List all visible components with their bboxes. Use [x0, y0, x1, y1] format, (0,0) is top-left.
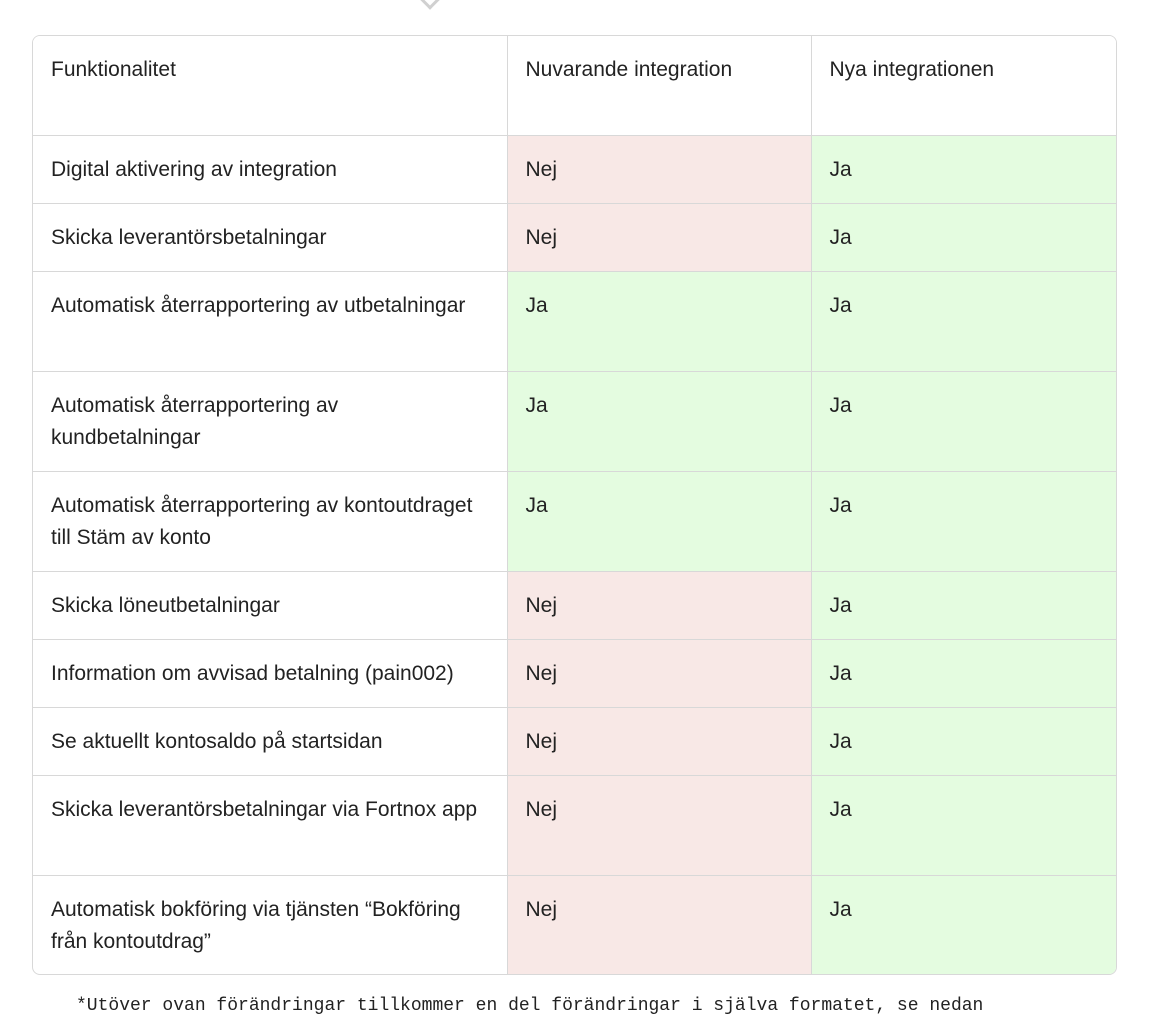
new-status-cell: Ja: [811, 203, 1116, 271]
table-row: [33, 875, 1116, 974]
feature-cell: Automatisk återrapportering av kundbetalningar: [33, 371, 507, 471]
feature-cell: Automatisk återrapportering av utbetalningar: [33, 271, 507, 371]
new-status-cell: Ja: [811, 775, 1116, 875]
feature-cell: Automatisk återrapportering av kontoutdraget till Stäm av konto: [33, 471, 507, 571]
new-status-cell: Ja: [811, 135, 1116, 203]
current-status-cell: Ja: [507, 471, 811, 571]
header-current-integration: Nuvarande integration: [507, 36, 811, 135]
feature-cell: Se aktuellt kontosaldo på startsidan: [33, 707, 507, 775]
current-status-cell: Nej: [507, 203, 811, 271]
header-new-integration: Nya integrationen: [811, 36, 1116, 135]
new-status-cell: Ja: [811, 707, 1116, 775]
current-status-cell: Nej: [507, 135, 811, 203]
new-status-cell: Ja: [811, 571, 1116, 639]
new-status-cell: Ja: [811, 875, 1116, 974]
new-status-cell: Ja: [811, 639, 1116, 707]
table-row: [33, 707, 1116, 775]
current-status-cell: Ja: [507, 371, 811, 471]
footnote: *Utöver ovan förändringar tillkommer en del förändringar i själva formatet, se nedan: [76, 996, 984, 1016]
table-row: [33, 471, 1116, 571]
feature-cell: Skicka leverantörsbetalningar: [33, 203, 507, 271]
table-row: [33, 203, 1116, 271]
feature-cell: Information om avvisad betalning (pain002): [33, 639, 507, 707]
new-status-cell: Ja: [811, 471, 1116, 571]
table-row: [33, 639, 1116, 707]
table-row: [33, 571, 1116, 639]
table-row: [33, 775, 1116, 875]
header-feature: Funktionalitet: [33, 36, 507, 135]
table-row: [33, 371, 1116, 471]
current-status-cell: Nej: [507, 571, 811, 639]
feature-cell: Automatisk bokföring via tjänsten “Bokföring från kontoutdrag”: [33, 875, 507, 974]
current-status-cell: Nej: [507, 639, 811, 707]
new-status-cell: Ja: [811, 271, 1116, 371]
current-status-cell: Nej: [507, 707, 811, 775]
table-header-row: [33, 36, 1116, 135]
feature-cell: Skicka löneutbetalningar: [33, 571, 507, 639]
chevron-down-icon: [417, 0, 442, 10]
table-row: [33, 135, 1116, 203]
table-row: [33, 271, 1116, 371]
new-status-cell: Ja: [811, 371, 1116, 471]
comparison-table: [32, 35, 1117, 975]
current-status-cell: Ja: [507, 271, 811, 371]
feature-cell: Skicka leverantörsbetalningar via Fortnox app: [33, 775, 507, 875]
current-status-cell: Nej: [507, 875, 811, 974]
current-status-cell: Nej: [507, 775, 811, 875]
feature-cell: Digital aktivering av integration: [33, 135, 507, 203]
